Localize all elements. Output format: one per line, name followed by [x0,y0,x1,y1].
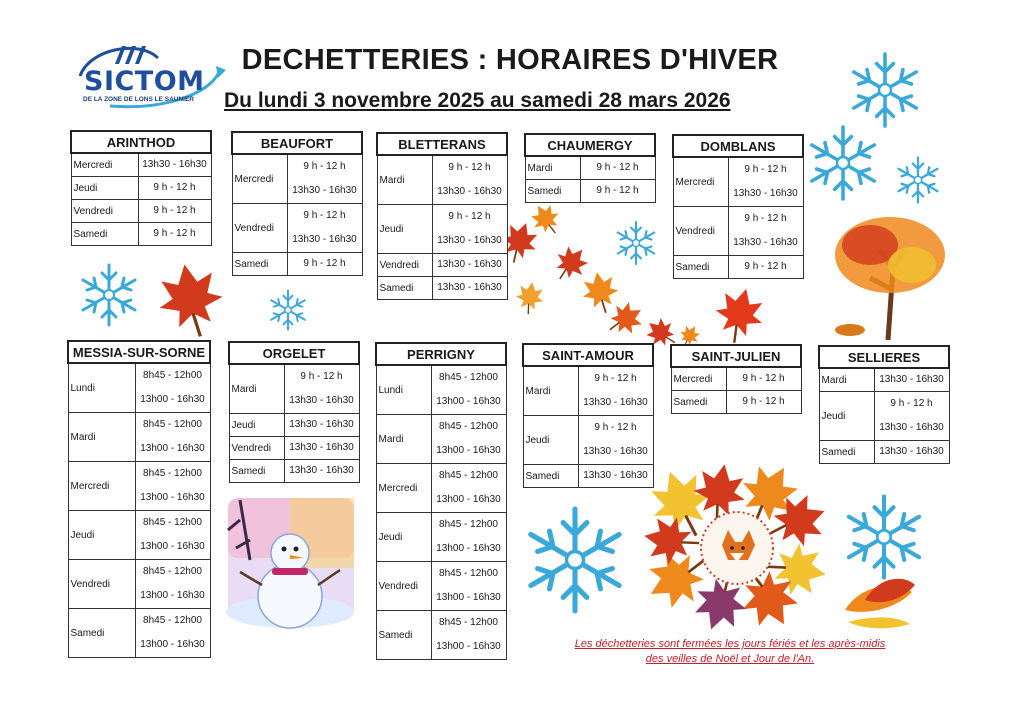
time-slot: 9 h - 12 h [744,261,787,272]
snowflake-icon [899,158,938,203]
table-row [376,611,506,660]
table-row [232,253,362,276]
opening-hours [135,363,210,413]
table-row [376,365,506,415]
table-row [68,363,210,413]
table-row [71,177,211,200]
time-slot: 8h45 - 12h00 [439,568,498,579]
schedule-table-messia-sur-sorne [67,340,211,658]
table-row [819,441,949,464]
time-slot: 13h00 - 16h30 [140,639,205,650]
table-row [523,366,653,416]
opening-hours [431,365,506,415]
site-name: CHAUMERGY [525,134,655,156]
day-label: Vendredi [68,560,135,609]
table-row [376,464,506,513]
time-slot: 13h30 - 16h30 [879,422,944,433]
time-slot: 13h30 - 16h30 [292,185,357,196]
snowflake-icon [849,497,919,578]
day-label: Samedi [671,391,726,414]
day-label: Samedi [819,441,874,464]
opening-hours [580,180,655,203]
day-label: Lundi [68,363,135,413]
opening-hours [284,364,359,414]
opening-hours [726,367,801,391]
day-label: Samedi [232,253,287,276]
time-slot: 8h45 - 12h00 [143,615,202,626]
opening-hours [728,157,803,207]
opening-hours [432,155,507,205]
time-slot: 13h30 - 16h30 [733,188,798,199]
opening-hours [432,277,507,300]
snowflake-icon [854,54,916,126]
day-label: Mercredi [71,153,138,177]
time-slot: 9 h - 12 h [153,228,196,239]
site-name: ORGELET [229,342,359,364]
table-row [819,392,949,441]
site-name: SAINT-AMOUR [523,344,653,366]
time-slot: 13h30 - 16h30 [583,446,648,457]
day-label: Jeudi [71,177,138,200]
time-slot: 8h45 - 12h00 [143,517,202,528]
opening-hours [431,611,506,660]
day-label: Vendredi [377,254,432,277]
time-slot: 13h00 - 16h30 [436,543,501,554]
time-slot: 9 h - 12 h [303,161,346,172]
snowflake-icon [618,222,654,264]
day-label: Mardi [525,156,580,180]
snowman-illustration [226,498,354,628]
schedule-table-arinthod [70,130,212,246]
time-slot: 13h00 - 16h30 [140,541,205,552]
table-row [376,562,506,611]
time-slot: 13h30 - 16h30 [879,374,944,385]
time-slot: 13h30 - 16h30 [289,465,354,476]
opening-hours [874,441,949,464]
opening-hours [431,562,506,611]
table-row [819,368,949,392]
day-label: Jeudi [523,416,578,465]
time-slot: 13h00 - 16h30 [140,590,205,601]
opening-hours [138,223,211,246]
schedule-table-domblans [672,134,804,279]
time-slot: 13h30 - 16h30 [289,419,354,430]
time-slot: 9 h - 12 h [448,211,491,222]
page-title: DECHETTERIES : HORAIRES D'HIVER [241,44,779,76]
opening-hours [726,391,801,414]
time-slot: 8h45 - 12h00 [439,470,498,481]
table-row [525,180,655,203]
day-label: Mardi [819,368,874,392]
snowflake-icon [812,127,874,199]
table-row [377,254,507,277]
time-slot: 9 h - 12 h [300,371,343,382]
time-slot: 9 h - 12 h [742,373,785,384]
time-slot: 13h00 - 16h30 [140,492,205,503]
time-slot: 9 h - 12 h [153,182,196,193]
time-slot: 13h00 - 16h30 [436,592,501,603]
opening-hours [728,207,803,256]
time-slot: 13h30 - 16h30 [437,282,502,293]
time-slot: 8h45 - 12h00 [439,421,498,432]
opening-hours [431,415,506,464]
schedule-table-bletterans [376,132,508,300]
time-slot: 13h00 - 16h30 [140,394,205,405]
table-row [377,277,507,300]
day-label: Vendredi [673,207,728,256]
day-label: Samedi [377,277,432,300]
day-label: Samedi [229,460,284,483]
time-slot: 13h00 - 16h30 [436,445,501,456]
table-row [229,460,359,483]
day-label: Mardi [376,415,431,464]
snowflake-icon [83,265,135,325]
snowflake-icon [271,291,305,330]
closure-note-line1: Les déchetteries sont fermées les jours fériés et les après-midis [574,638,886,650]
autumn-leaves-corner [845,579,915,629]
table-row [673,157,803,207]
table-row [229,364,359,414]
time-slot: 9 h - 12 h [596,185,639,196]
table-row [671,391,801,414]
schedule-table-perrigny [375,342,507,660]
time-slot: 13h00 - 16h30 [140,443,205,454]
opening-hours [138,153,211,177]
day-label: Mardi [68,413,135,462]
table-row [673,256,803,279]
site-name: DOMBLANS [673,135,803,157]
opening-hours [287,154,362,204]
opening-hours [138,200,211,223]
day-label: Mercredi [376,464,431,513]
time-slot: 8h45 - 12h00 [439,372,498,383]
table-row [523,465,653,488]
site-name: MESSIA-SUR-SORNE [68,341,210,363]
time-slot: 13h30 - 16h30 [583,470,648,481]
opening-hours [135,609,210,658]
logo-subtitle: DE LA ZONE DE LONS LE SAUNIER [83,96,194,103]
table-row [71,223,211,246]
opening-hours [284,414,359,437]
table-row [68,462,210,511]
opening-hours [874,368,949,392]
table-row [671,367,801,391]
table-row [376,513,506,562]
day-label: Jeudi [68,511,135,560]
table-row [232,154,362,204]
day-label: Vendredi [71,200,138,223]
table-row [229,437,359,460]
time-slot: 13h30 - 16h30 [879,446,944,457]
day-label: Samedi [673,256,728,279]
opening-hours [432,254,507,277]
time-slot: 8h45 - 12h00 [439,519,498,530]
day-label: Jeudi [229,414,284,437]
schedule-table-sellieres [818,345,950,464]
table-row [377,155,507,205]
table-row [68,560,210,609]
opening-hours [728,256,803,279]
autumn-tree [835,217,945,340]
schedule-table-saint-amour [522,343,654,488]
day-label: Mercredi [68,462,135,511]
time-slot: 9 h - 12 h [594,373,637,384]
time-slot: 13h30 - 16h30 [733,237,798,248]
closure-note [540,637,920,667]
opening-hours [578,366,653,416]
day-label: Jeudi [819,392,874,441]
schedule-table-chaumergy [524,133,656,203]
day-label: Samedi [68,609,135,658]
time-slot: 13h30 - 16h30 [292,234,357,245]
time-slot: 9 h - 12 h [594,422,637,433]
opening-hours [135,462,210,511]
time-slot: 13h00 - 16h30 [436,641,501,652]
table-row [376,415,506,464]
time-slot: 9 h - 12 h [742,396,785,407]
time-slot: 8h45 - 12h00 [143,566,202,577]
table-row [68,511,210,560]
table-row [377,205,507,254]
table-row [525,156,655,180]
snowflake-icon [531,509,619,611]
opening-hours [431,513,506,562]
period-subtitle: Du lundi 3 novembre 2025 au samedi 28 mars 2026 [224,89,731,112]
time-slot: 9 h - 12 h [448,162,491,173]
site-name: SELLIERES [819,346,949,368]
opening-hours [284,460,359,483]
opening-hours [432,205,507,254]
opening-hours [578,465,653,488]
time-slot: 13h30 - 16h30 [437,259,502,270]
opening-hours [135,511,210,560]
site-name: PERRIGNY [376,343,506,365]
table-row [229,414,359,437]
opening-hours [138,177,211,200]
day-label: Samedi [525,180,580,203]
day-label: Mercredi [671,367,726,391]
day-label: Samedi [376,611,431,660]
time-slot: 13h00 - 16h30 [436,494,501,505]
time-slot: 13h30 - 16h30 [583,397,648,408]
time-slot: 8h45 - 12h00 [439,617,498,628]
day-label: Lundi [376,365,431,415]
site-name: BEAUFORT [232,132,362,154]
opening-hours [578,416,653,465]
table-row [71,200,211,223]
table-row [71,153,211,177]
day-label: Mardi [229,364,284,414]
schedule-table-beaufort [231,131,363,276]
opening-hours [135,413,210,462]
day-label: Samedi [523,465,578,488]
day-label: Samedi [71,223,138,246]
day-label: Mardi [377,155,432,205]
opening-hours [874,392,949,441]
opening-hours [287,204,362,253]
time-slot: 13h30 - 16h30 [437,235,502,246]
table-row [523,416,653,465]
site-name: ARINTHOD [71,131,211,153]
time-slot: 8h45 - 12h00 [143,468,202,479]
schedule-table-orgelet [228,341,360,483]
schedule-table-saint-julien [670,344,802,414]
time-slot: 9 h - 12 h [303,210,346,221]
opening-hours [580,156,655,180]
time-slot: 13h30 - 16h30 [437,186,502,197]
day-label: Vendredi [229,437,284,460]
time-slot: 9 h - 12 h [153,205,196,216]
day-label: Jeudi [376,513,431,562]
note-period: . [811,653,815,665]
opening-hours [431,464,506,513]
time-slot: 13h30 - 16h30 [289,395,354,406]
time-slot: 9 h - 12 h [596,162,639,173]
time-slot: 13h00 - 16h30 [436,396,501,407]
time-slot: 9 h - 12 h [890,398,933,409]
day-label: Mardi [523,366,578,416]
day-label: Jeudi [377,205,432,254]
time-slot: 9 h - 12 h [744,213,787,224]
day-label: Mercredi [673,157,728,207]
opening-hours [135,560,210,609]
opening-hours [287,253,362,276]
table-row [232,204,362,253]
time-slot: 8h45 - 12h00 [143,370,202,381]
site-name: BLETTERANS [377,133,507,155]
time-slot: 9 h - 12 h [303,258,346,269]
day-label: Mercredi [232,154,287,204]
fox-autumn-wreath [637,454,834,639]
time-slot: 13h30 - 16h30 [289,442,354,453]
site-name: SAINT-JULIEN [671,345,801,367]
table-row [673,207,803,256]
day-label: Vendredi [376,562,431,611]
time-slot: 13h30 - 16h30 [142,159,207,170]
logo-brand: SICTOM [84,66,205,97]
opening-hours [284,437,359,460]
time-slot: 8h45 - 12h00 [143,419,202,430]
table-row [68,609,210,658]
table-row [68,413,210,462]
day-label: Vendredi [232,204,287,253]
time-slot: 9 h - 12 h [744,164,787,175]
closure-note-line2: des veilles de Noël et Jour de l'An [645,653,812,665]
